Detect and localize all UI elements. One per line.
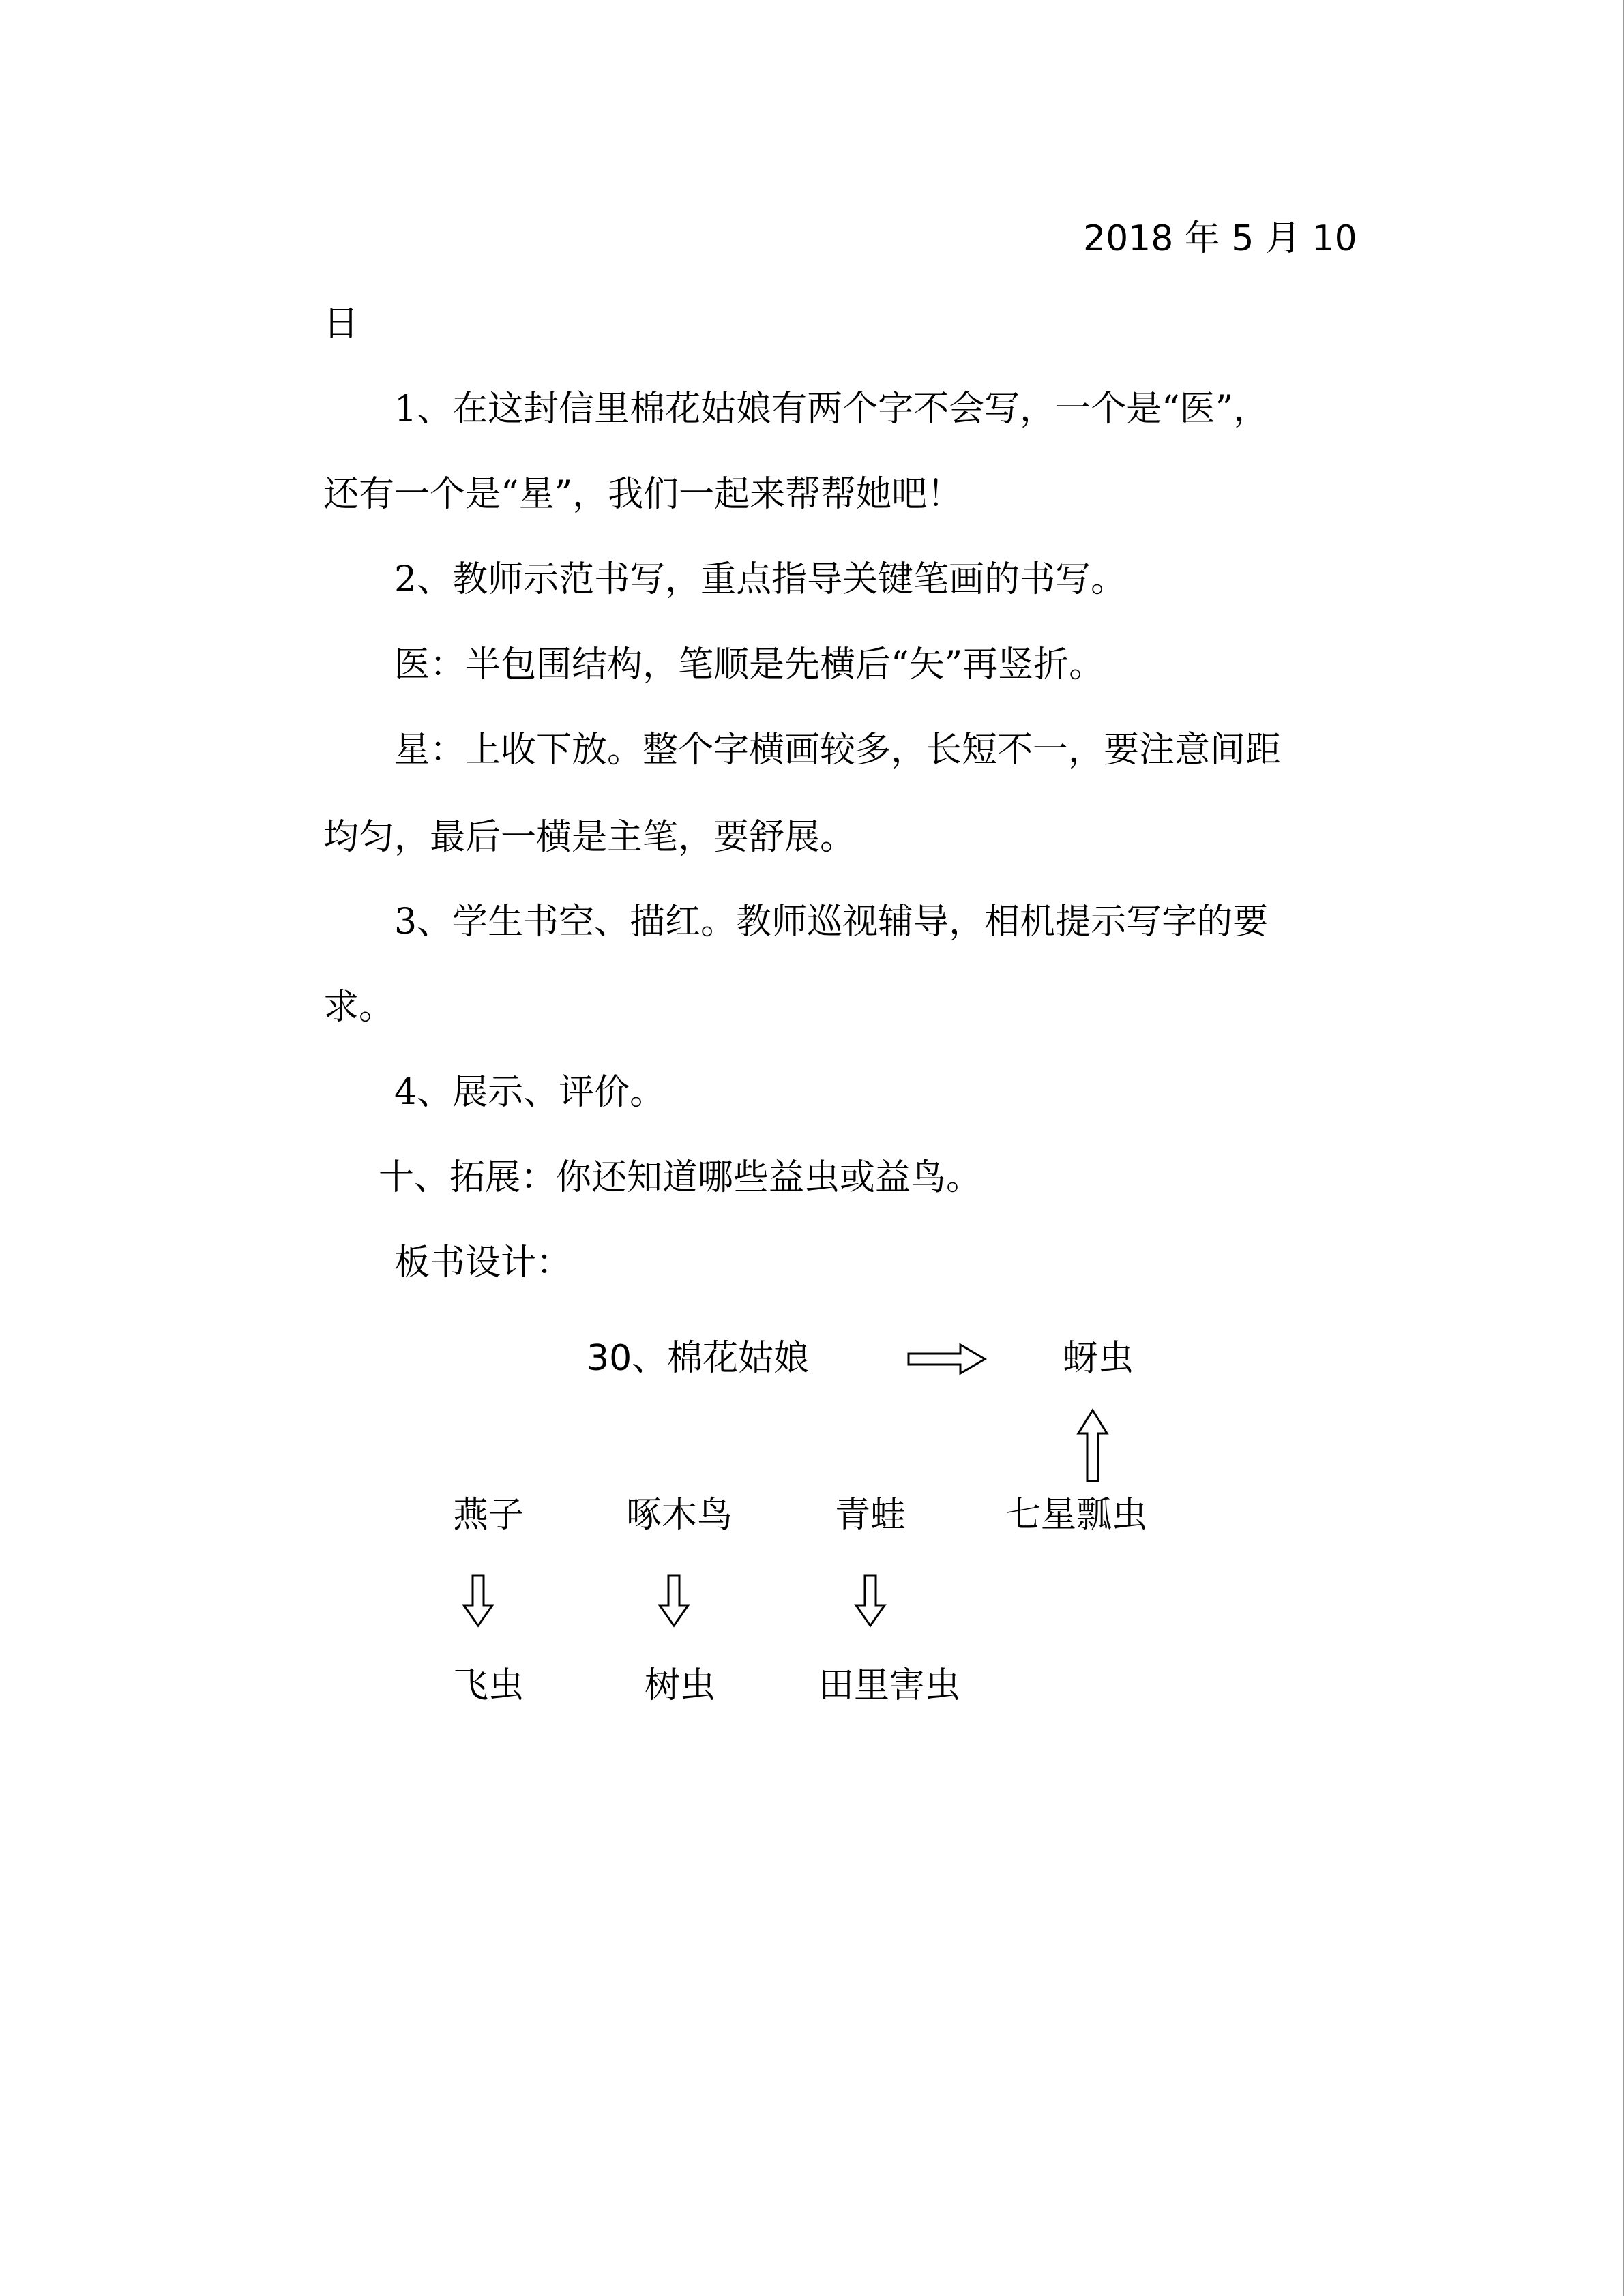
paragraph-1-line-1-text: 1、在这封信里棉花姑娘有两个字不会写，一个是“医”， <box>394 389 1269 430</box>
paragraph-8: 板书设计： <box>394 1242 572 1283</box>
board-target: 蚜虫 <box>1063 1338 1134 1379</box>
paragraph-2: 2、教师示范书写，重点指导关键笔画的书写。 <box>394 559 1127 600</box>
board-helper-4: 七星瓢虫 <box>1005 1495 1148 1536</box>
paragraph-6: 4、展示、评价。 <box>394 1072 666 1113</box>
board-prey-2: 树虫 <box>645 1665 716 1706</box>
board-prey-3: 田里害虫 <box>818 1665 961 1706</box>
right-arrow-icon <box>907 1342 989 1376</box>
down-arrow-icon <box>461 1574 495 1628</box>
board-prey-1: 飞虫 <box>453 1665 525 1706</box>
down-arrow-icon <box>853 1574 887 1628</box>
board-helper-3: 青蛙 <box>835 1495 906 1536</box>
up-arrow-icon <box>1076 1409 1110 1484</box>
paragraph-4-line-1: 星：上收下放。整个字横画较多，长短不一，要注意间距 <box>394 730 1282 771</box>
board-helper-2: 啄木鸟 <box>626 1495 733 1536</box>
board-helper-1: 燕子 <box>453 1495 525 1536</box>
down-arrow-icon <box>657 1574 691 1628</box>
paragraph-3: 医：半包围结构，笔顺是先横后“矢”再竖折。 <box>394 644 1105 685</box>
paragraph-1-line-1 <box>394 389 1269 430</box>
paragraph-5-line-2: 求。 <box>323 987 395 1028</box>
paragraph-1-line-2: 还有一个是“星”，我们一起来帮帮她吧！ <box>323 474 963 515</box>
paragraph-5-line-1: 3、学生书空、描红。教师巡视辅导，相机提示写字的要 <box>394 901 1269 942</box>
date-line: 2018 年 5 月 10 <box>1083 218 1357 259</box>
date-day: 日 <box>323 303 359 344</box>
paragraph-7: 十、拓展：你还知道哪些益虫或益鸟。 <box>379 1157 982 1198</box>
paragraph-4-line-2: 均匀，最后一横是主笔，要舒展。 <box>323 817 856 858</box>
board-title: 30、棉花姑娘 <box>587 1338 810 1379</box>
